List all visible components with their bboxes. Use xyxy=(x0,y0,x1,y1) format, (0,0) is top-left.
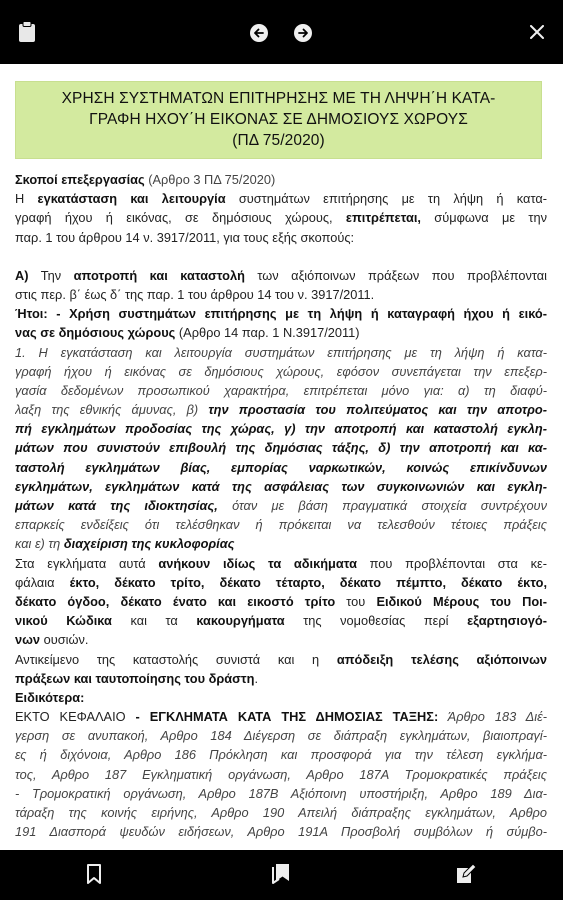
arrow-left-icon[interactable] xyxy=(248,22,270,44)
edit-note-icon[interactable] xyxy=(455,862,477,886)
top-toolbar xyxy=(0,0,563,64)
paragraph-line: γραφή ήχου ή εικόνας σε δημόσιους χώρους, εφόσον συνεπάγεται την επεξερ- xyxy=(15,363,547,379)
paragraph-line: ες ή διχόνοια, Αρθρο 186 Πρόκληση και προσφορά για την τέλεση εγκλήμα- xyxy=(15,747,547,763)
paragraph-line: πράξεων και ταυτοποίησης του δράστη. xyxy=(15,670,258,686)
paragraph-line: Η εγκατάσταση και λειτουργία συστημάτων επιτήρησης με τη λήψη ή κατα- xyxy=(15,191,547,207)
close-icon[interactable] xyxy=(527,22,547,42)
paragraph-line: νων ουσιών. xyxy=(15,632,89,648)
bottom-toolbar xyxy=(0,850,563,900)
paragraph-line: Α) Την αποτροπή και καταστολή των αξιόποινων πράξεων που προβλέπονται xyxy=(15,267,547,283)
paragraph-line: νικού Κώδικα και τα κακουργήματα της νομοθεσίας περί εξαρτησιογό- xyxy=(15,613,547,629)
paragraph-line: ΕΚΤΟ ΚΕΦΑΛΑΙΟ - ΕΓΚΛΗΜΑΤΑ ΚΑΤΑ ΤΗΣ ΔΗΜΟΣΙΑΣ ΤΑΞΗΣ: Άρθρο 183 Διέ- xyxy=(15,709,547,725)
paragraph-line: Στα εγκλήματα αυτά ανήκουν ιδίως τα αδικήματα που προβλέπονται στα κε- xyxy=(15,555,547,571)
document-page xyxy=(0,64,563,850)
paragraph-line: και ε) τη διαχείριση της κυκλοφορίας xyxy=(15,536,235,552)
paragraph-line: δέκατο όγδοο, δέκατο ένατο και εικοστό τρίτο του Ειδικού Μέρους του Ποι- xyxy=(15,593,547,609)
title-line-1: ΧΡΗΣΗ ΣΥΣΤΗΜΑΤΩΝ ΕΠΙΤΗΡΗΣΗΣ ΜΕ ΤΗ ΛΗΨΗ΄Η ΚΑΤΑ- xyxy=(61,90,496,107)
paragraph-line: πή εγκλημάτων προδοσίας της χώρας, γ) την αποτροπή και καταστολή εγκλη- xyxy=(15,421,547,437)
paragraph-line: παρ. 1 του άρθρου 14 ν. 3917/2011, για τους εξής σκοπούς: xyxy=(15,229,355,245)
clipboard-icon[interactable] xyxy=(16,19,38,45)
arrow-right-icon[interactable] xyxy=(292,22,314,44)
title-line-3: (ΠΔ 75/2020) xyxy=(232,132,325,149)
paragraph-line: - Τρομοκρατική οργάνωση, Αρθρο 187Β Αξιόποινη υποστήριξη, Αρθρο 189 Δια- xyxy=(15,785,547,801)
paragraph-line: γερση σε ανυπακοή, Αρθρο 184 Διέγερση σε διάπραξη εγκλημάτων, βιαιοπραγί- xyxy=(15,728,547,744)
document-title-box xyxy=(15,81,542,159)
title-line-2: ΓΡΑΦΗ ΗΧΟΥ΄Η ΕΙΚΟΝΑΣ ΣΕ ΔΗΜΟΣΙΟΥΣ ΧΩΡΟΥΣ xyxy=(89,111,468,128)
section-heading: Ειδικότερα: xyxy=(15,689,85,705)
paragraph-line: τάραξη της κοινής ειρήνης, Αρθρο 190 Απειλή διάπραξης εγκλημάτων, Αρθρο xyxy=(15,805,547,820)
paragraph-line: Αντικείμενο της καταστολής συνιστά και η απόδειξη τελέσης αξιόποινων xyxy=(15,651,547,667)
paragraph-line: 1. Η εγκατάσταση και λειτουργία συστημάτων επιτήρησης με τη λήψη ή κατα- xyxy=(15,344,547,360)
purpose-heading: Σκοποί επεξεργασίας (Αρθρο 3 ΠΔ 75/2020) xyxy=(15,172,276,187)
paragraph-line: νας σε δημόσιους χώρους (Αρθρο 14 παρ. 1 Ν.3917/2011) xyxy=(15,325,360,341)
document-body xyxy=(15,170,547,841)
paragraph-line: τος, Αρθρο 187 Εγκληματική οργάνωση, Αρθρο 187Α Τρομοκρατικές πράξεις xyxy=(15,766,547,782)
paragraph-line: εγκλημάτων, εγκλημάτων κατά της ασφάλειας των συγκοινωνιών και εγκλη- xyxy=(15,478,547,494)
paragraph-line: μάτων κατά της ιδιοκτησίας, όταν με βάση πραγματικά στοιχεία συντρέχουν xyxy=(15,498,547,513)
paragraph-line: γασία δεδομένων προσωπικού χαρακτήρα, επιτρέπεται μόνο για: α) τη διαφύ- xyxy=(15,382,547,398)
paragraph-line: γραφή ήχου ή εικόνας, σε δημόσιους χώρους, επιτρέπεται, σύμφωνα με την xyxy=(15,210,547,226)
paragraph-line: ταστολή εγκλημάτων βίας, εμπορίας ναρκωτικών, κοινώς επικίνδυνων xyxy=(15,459,547,475)
paragraph-line: φάλαια έκτο, δέκατο τρίτο, δέκατο τέταρτο, δέκατο πέμπτο, δέκατο έκτο, xyxy=(15,574,547,590)
paragraph-line: στις περ. β΄ έως δ΄ της παρ. 1 του άρθρου 14 του ν. 3917/2011. xyxy=(15,286,375,302)
paragraph-line: επαρκείς ενδείξεις ότι τελέσθηκαν ή πρόκειται να τελεσθούν τέτοιες πράξεις xyxy=(15,517,547,533)
bookmark-outline-icon[interactable] xyxy=(84,862,104,886)
bookmark-filled-icon[interactable] xyxy=(270,862,292,886)
paragraph-line: λαξη της εθνικής άμυνας, β) την προστασία του πολιτεύματος και την αποτρο- xyxy=(15,402,547,418)
paragraph-line: 191 Διασπορά ψευδών ειδήσεων, Αρθρο 191Α Προσβολή συμβόλων ή σύμβο- xyxy=(15,824,547,840)
paragraph-line: μάτων που συνιστούν επιβουλή της δημόσιας τάξης, δ) την αποτροπή και κα- xyxy=(15,440,547,456)
paragraph-line: Ήτοι: - Χρήση συστημάτων επιτήρησης με τη λήψη ή καταγραφή ήχου ή εικό- xyxy=(15,306,547,322)
